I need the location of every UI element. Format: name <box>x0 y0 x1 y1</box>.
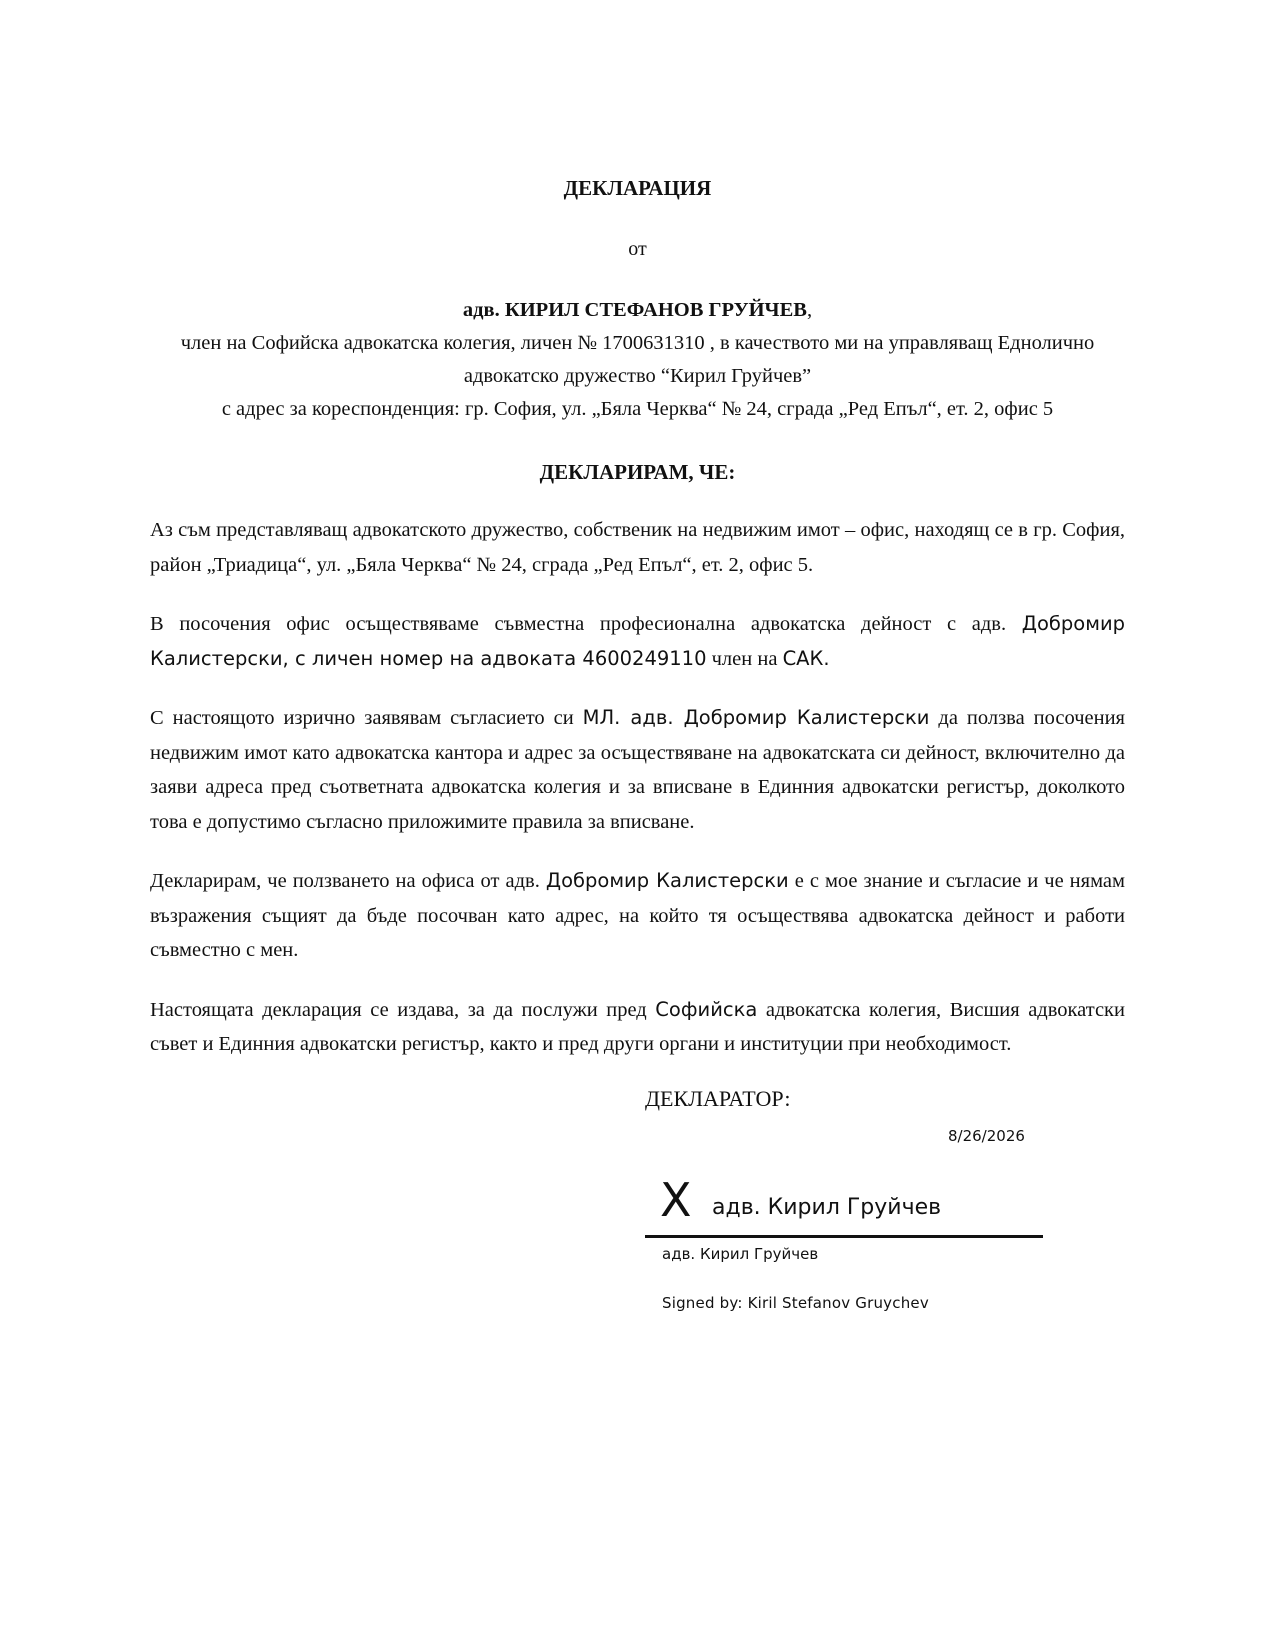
declarant-prefix: адв. <box>462 299 505 321</box>
signed-by-label: Signed by: Kiril Stefanov Gruychev <box>662 1294 929 1312</box>
paragraph-declaration <box>150 864 1125 968</box>
colleague-name: Добромир Калистерски <box>545 869 789 892</box>
signature-x-mark: X <box>660 1173 692 1227</box>
colleague-name: МЛ. адв. Добромир Калистерски <box>582 706 930 729</box>
declarant-name: КИРИЛ СТЕФАНОВ ГРУЙЧЕВ <box>504 299 807 321</box>
signature-date: 8/26/2026 <box>948 1127 1025 1145</box>
declarant-name-line <box>150 294 1125 327</box>
paragraph-purpose-text-c: адвокатска колегия, Висшия адвокатски съвет и Единния адвокатски регистър, както и пред други органи и институции при необходимост. <box>150 998 1125 1055</box>
declarant-block <box>150 294 1125 426</box>
paragraph-ownership: Аз съм представляващ адвокатското дружество, собственик на недвижим имот – офис, находящ се в гр. София, район „Триадица“, ул. „Бяла Черква“ № 24, сграда „Ред Епъл“, ет. 2, офис 5. <box>150 519 1125 576</box>
from-label: от <box>628 238 647 260</box>
paragraph-declaration-text-a: Декларирам, че ползването на офиса от адв. <box>150 870 546 892</box>
declarant-line-2: адвокатско дружество “Кирил Груйчев” <box>463 365 812 387</box>
declarant-name-suffix: , <box>806 299 813 321</box>
signature-line <box>645 1235 1043 1238</box>
paragraph-consent-text-a: С настоящото изрично заявявам съгласието си <box>150 707 583 729</box>
paragraph-declaration-text-c: е с мое знание и съгласие и че нямам възражения същият да бъде посочван като адрес, на който тя осъществява адвокатска дейност и работи съвместно с мен. <box>150 870 1125 961</box>
paragraph-purpose <box>150 993 1125 1062</box>
bar-abbreviation: САК. <box>782 646 830 670</box>
bar-name: Софийска <box>655 997 758 1021</box>
paragraph-joint-practice-text-a: В посочения офис осъществяваме съвместна професионална адвокатска дейност с адв. <box>150 613 1022 635</box>
document-body <box>150 513 1125 1087</box>
declarant-line-1: член на Софийска адвокатска колегия, личен № 1700631310 , в качеството ми на управляващ Еднолично <box>180 332 1095 354</box>
declarant-line-3: с адрес за кореспонденция: гр. София, ул. „Бяла Черква“ № 24, сграда „Ред Епъл“, ет. 2, офис 5 <box>221 398 1054 420</box>
paragraph-purpose-text-a: Настоящата декларация се издава, за да послужи пред <box>150 998 656 1021</box>
declarator-label: ДЕКЛАРАТОР: <box>645 1086 791 1111</box>
paragraph-consent <box>150 701 1125 839</box>
signature-caption: адв. Кирил Груйчев <box>662 1245 819 1263</box>
paragraph-joint-practice-text-c: член на <box>706 647 783 670</box>
colleague-name-and-number: Добромир Калистерски, с личен номер на адвоката 4600249110 <box>150 612 1125 670</box>
document-title: ДЕКЛАРАЦИЯ <box>563 176 712 200</box>
paragraph-consent-text-c: да ползва посочения недвижим имот като адвокатска кантора и адрес за осъществяване на адвокатската си дейност, включително да заяви адреса пред съответната адвокатска колегия и за вписване в Единния адвокатски регистър, доколкото това е допустимо съгласно приложимите правила за вписване. <box>150 707 1125 833</box>
signature-name: адв. Кирил Груйчев <box>712 1195 942 1220</box>
declare-heading: ДЕКЛАРИРАМ, ЧЕ: <box>539 460 736 484</box>
paragraph-joint-practice <box>150 607 1125 676</box>
